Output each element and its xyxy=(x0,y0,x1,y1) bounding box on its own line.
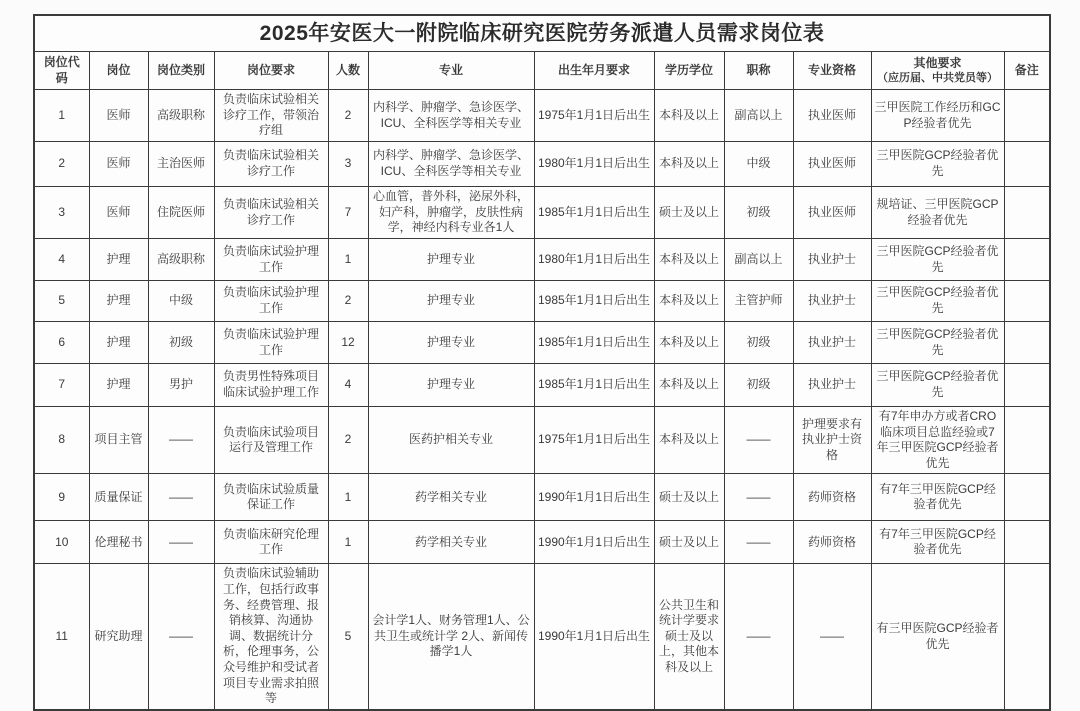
table-cell: 护理 xyxy=(89,239,148,281)
table-cell: 初级 xyxy=(724,322,793,364)
table-cell: 2 xyxy=(34,142,89,187)
table-cell: 副高以上 xyxy=(724,90,793,142)
table-cell: —— xyxy=(724,521,793,564)
table-cell: 主管护师 xyxy=(724,281,793,322)
table-cell: 5 xyxy=(34,281,89,322)
table-cell xyxy=(1004,187,1050,239)
table-cell: 护理要求有执业护士资格 xyxy=(793,407,871,474)
table-cell: 本科及以上 xyxy=(654,322,724,364)
table-cell: 1975年1月1日后出生 xyxy=(534,90,654,142)
table-cell: 三甲医院GCP经验者优先 xyxy=(871,239,1004,281)
table-cell: —— xyxy=(724,474,793,521)
table-cell: 1990年1月1日后出生 xyxy=(534,521,654,564)
column-header-position: 岗位 xyxy=(89,52,148,90)
table-cell: 三甲医院GCP经验者优先 xyxy=(871,322,1004,364)
table-cell: 有7年三甲医院GCP经验者优先 xyxy=(871,521,1004,564)
table-cell: 本科及以上 xyxy=(654,281,724,322)
table-cell: 硕士及以上 xyxy=(654,521,724,564)
table-cell xyxy=(1004,474,1050,521)
table-cell: 1985年1月1日后出生 xyxy=(534,364,654,407)
table-cell: 高级职称 xyxy=(148,90,214,142)
table-body xyxy=(34,90,1050,710)
table-cell: 负责临床试验相关诊疗工作 xyxy=(214,187,328,239)
table-cell: 医师 xyxy=(89,187,148,239)
table-row xyxy=(34,239,1050,281)
table-cell: 心血管，普外科，泌尿外科，妇产科，肿瘤学，皮肤性病学，神经内科专业各1人 xyxy=(368,187,534,239)
table-cell: 1975年1月1日后出生 xyxy=(534,407,654,474)
table-cell: 副高以上 xyxy=(724,239,793,281)
table-cell xyxy=(1004,322,1050,364)
table-cell: 负责男性特殊项目临床试验护理工作 xyxy=(214,364,328,407)
table-cell: 住院医师 xyxy=(148,187,214,239)
table-cell: 2 xyxy=(328,90,368,142)
table-cell: 有三甲医院GCP经验者优先 xyxy=(871,564,1004,710)
table-cell: 执业护士 xyxy=(793,239,871,281)
table-cell: 执业护士 xyxy=(793,364,871,407)
table-cell: 执业护士 xyxy=(793,322,871,364)
table-cell: 规培证、三甲医院GCP经验者优先 xyxy=(871,187,1004,239)
table-cell: 负责临床试验相关诊疗工作 xyxy=(214,142,328,187)
table-cell: 医药护相关专业 xyxy=(368,407,534,474)
table-cell: 负责临床试验相关诊疗工作，带领治疗组 xyxy=(214,90,328,142)
table-cell: 10 xyxy=(34,521,89,564)
table-cell: 项目主管 xyxy=(89,407,148,474)
table-cell: 1 xyxy=(34,90,89,142)
table-cell: 护理 xyxy=(89,322,148,364)
table-cell: 医师 xyxy=(89,142,148,187)
table-cell: 护理专业 xyxy=(368,322,534,364)
column-header-other-main: 其他要求 xyxy=(913,55,962,70)
column-header-headcount: 人数 xyxy=(328,52,368,90)
table-cell: —— xyxy=(793,564,871,710)
table-cell xyxy=(1004,564,1050,710)
table-cell: 1990年1月1日后出生 xyxy=(534,474,654,521)
table-row xyxy=(34,364,1050,407)
table-cell: 负责临床试验项目运行及管理工作 xyxy=(214,407,328,474)
table-cell: 执业医师 xyxy=(793,90,871,142)
table-cell: 药学相关专业 xyxy=(368,521,534,564)
table-cell xyxy=(1004,142,1050,187)
table-cell: 药师资格 xyxy=(793,521,871,564)
table-cell: 三甲医院GCP经验者优先 xyxy=(871,281,1004,322)
table-cell: 男护 xyxy=(148,364,214,407)
table-cell: 初级 xyxy=(724,364,793,407)
column-header-remarks: 备注 xyxy=(1004,52,1050,90)
table-cell: 内科学、肿瘤学、急诊医学、ICU、全科医学等相关专业 xyxy=(368,142,534,187)
table-cell xyxy=(1004,364,1050,407)
table-cell: 12 xyxy=(328,322,368,364)
table-row xyxy=(34,142,1050,187)
table-cell: 中级 xyxy=(148,281,214,322)
table-cell: 9 xyxy=(34,474,89,521)
table-cell: 会计学1人、财务管理1人、公共卫生或统计学 2人、新闻传播学1人 xyxy=(368,564,534,710)
column-header-code: 岗位代码 xyxy=(34,52,89,90)
table-cell: 1 xyxy=(328,474,368,521)
table-cell: —— xyxy=(148,521,214,564)
table-cell: 本科及以上 xyxy=(654,364,724,407)
table-cell: 执业护士 xyxy=(793,281,871,322)
table-cell: 中级 xyxy=(724,142,793,187)
table-cell: 初级 xyxy=(148,322,214,364)
page-title: 2025年安医大一附院临床研究医院劳务派遣人员需求岗位表 xyxy=(34,15,1050,52)
table-cell: 1980年1月1日后出生 xyxy=(534,239,654,281)
column-header-major: 专业 xyxy=(368,52,534,90)
table-cell: 7 xyxy=(328,187,368,239)
table-row xyxy=(34,281,1050,322)
table-row xyxy=(34,322,1050,364)
table-cell: 11 xyxy=(34,564,89,710)
table-cell: 本科及以上 xyxy=(654,239,724,281)
table-cell: 本科及以上 xyxy=(654,90,724,142)
table-cell: 负责临床研究伦理工作 xyxy=(214,521,328,564)
table-cell: 护理专业 xyxy=(368,239,534,281)
table-cell xyxy=(1004,521,1050,564)
table-cell: 1985年1月1日后出生 xyxy=(534,281,654,322)
table-cell: 1 xyxy=(328,239,368,281)
table-cell: 质量保证 xyxy=(89,474,148,521)
table-cell: 1 xyxy=(328,521,368,564)
column-header-requirements: 岗位要求 xyxy=(214,52,328,90)
table-cell: 4 xyxy=(328,364,368,407)
table-cell: 高级职称 xyxy=(148,239,214,281)
table-cell: 本科及以上 xyxy=(654,407,724,474)
table-cell: 3 xyxy=(328,142,368,187)
table-cell: 三甲医院GCP经验者优先 xyxy=(871,364,1004,407)
table-cell: 公共卫生和统计学要求硕士及以上，其他本科及以上 xyxy=(654,564,724,710)
table-row xyxy=(34,90,1050,142)
table-cell: 5 xyxy=(328,564,368,710)
table-cell: 护理 xyxy=(89,281,148,322)
table-cell xyxy=(1004,281,1050,322)
table-cell: 2 xyxy=(328,281,368,322)
table-cell: 负责临床试验质量保证工作 xyxy=(214,474,328,521)
table-row xyxy=(34,187,1050,239)
table-cell: —— xyxy=(724,407,793,474)
table-cell: 本科及以上 xyxy=(654,142,724,187)
column-header-other-sub: （应历届、中共党员等） xyxy=(877,72,998,85)
table-cell: 内科学、肿瘤学、急诊医学、ICU、全科医学等相关专业 xyxy=(368,90,534,142)
table-cell: 2 xyxy=(328,407,368,474)
header-row xyxy=(34,52,1050,90)
table-row xyxy=(34,521,1050,564)
table-cell: 三甲医院工作经历和GCP经验者优先 xyxy=(871,90,1004,142)
table-cell: 主治医师 xyxy=(148,142,214,187)
table-cell: 初级 xyxy=(724,187,793,239)
table-cell: 1990年1月1日后出生 xyxy=(534,564,654,710)
table-cell: 护理 xyxy=(89,364,148,407)
table-row xyxy=(34,407,1050,474)
table-cell xyxy=(1004,90,1050,142)
table-cell: 负责临床试验护理工作 xyxy=(214,322,328,364)
column-header-category: 岗位类别 xyxy=(148,52,214,90)
table-cell: 药学相关专业 xyxy=(368,474,534,521)
column-header-other xyxy=(871,52,1004,90)
table-cell: 7 xyxy=(34,364,89,407)
table-cell: 硕士及以上 xyxy=(654,474,724,521)
table-cell: 4 xyxy=(34,239,89,281)
table-cell: 负责临床试验护理工作 xyxy=(214,281,328,322)
table-cell: 护理专业 xyxy=(368,364,534,407)
table-cell: —— xyxy=(148,474,214,521)
table-cell: 有7年申办方或者CRO临床项目总监经验或7年三甲医院GCP经验者优先 xyxy=(871,407,1004,474)
table-row xyxy=(34,564,1050,710)
table-cell: 1985年1月1日后出生 xyxy=(534,187,654,239)
table-cell: 执业医师 xyxy=(793,142,871,187)
column-header-qualification: 专业资格 xyxy=(793,52,871,90)
document-sheet xyxy=(33,14,1049,711)
table-cell: 研究助理 xyxy=(89,564,148,710)
table-cell: 三甲医院GCP经验者优先 xyxy=(871,142,1004,187)
positions-table xyxy=(33,14,1051,711)
table-cell: —— xyxy=(148,407,214,474)
table-row xyxy=(34,474,1050,521)
table-cell: 6 xyxy=(34,322,89,364)
column-header-title: 职称 xyxy=(724,52,793,90)
table-cell: 药师资格 xyxy=(793,474,871,521)
table-cell: —— xyxy=(148,564,214,710)
table-cell: —— xyxy=(724,564,793,710)
table-cell: 硕士及以上 xyxy=(654,187,724,239)
table-cell: 负责临床试验辅助工作，包括行政事务、经费管理、报销核算、沟通协调、数据统计分析，伦理事务，公众号维护和受试者项目专业需求拍照等 xyxy=(214,564,328,710)
table-cell: 执业医师 xyxy=(793,187,871,239)
table-cell: 负责临床试验护理工作 xyxy=(214,239,328,281)
table-cell: 1980年1月1日后出生 xyxy=(534,142,654,187)
title-row xyxy=(34,15,1050,52)
column-header-education: 学历学位 xyxy=(654,52,724,90)
table-cell: 伦理秘书 xyxy=(89,521,148,564)
table-cell xyxy=(1004,407,1050,474)
table-cell: 8 xyxy=(34,407,89,474)
table-cell: 3 xyxy=(34,187,89,239)
table-cell: 护理专业 xyxy=(368,281,534,322)
table-cell: 医师 xyxy=(89,90,148,142)
table-cell: 1985年1月1日后出生 xyxy=(534,322,654,364)
column-header-birthdate: 出生年月要求 xyxy=(534,52,654,90)
table-cell xyxy=(1004,239,1050,281)
table-cell: 有7年三甲医院GCP经验者优先 xyxy=(871,474,1004,521)
